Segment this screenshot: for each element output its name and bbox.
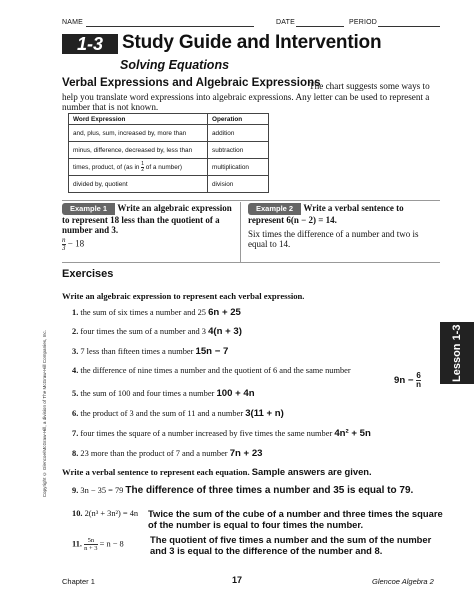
instruction-note: Sample answers are given. xyxy=(251,466,372,477)
exercise-text: 23 more than the product of 7 and a number xyxy=(80,449,228,458)
example-2-answer: Six times the difference of a number and two is equal to 14. xyxy=(248,229,419,249)
section-heading: Verbal Expressions and Algebraic Expressions xyxy=(62,76,321,89)
table-cell xyxy=(69,159,208,176)
date-label: DATE xyxy=(276,19,295,26)
exercise-answer: The difference of three times a number and 35 is equal to 79. xyxy=(125,485,414,496)
page-title: Study Guide and Intervention xyxy=(122,32,382,53)
table-cell: addition xyxy=(208,125,269,142)
name-label: NAME xyxy=(62,19,84,26)
name-line xyxy=(86,26,254,27)
fraction xyxy=(416,372,421,389)
example-1-prompt-b: expression to represent 18 less than the quotient of a number and 3. xyxy=(62,203,232,235)
examples-top-rule xyxy=(62,200,440,201)
period-line xyxy=(378,26,440,27)
table-cell: subtraction xyxy=(208,142,269,159)
example-1 xyxy=(62,203,236,252)
exercise-item xyxy=(72,428,371,439)
exercise-text: 7 less than fifteen times a number xyxy=(80,347,194,356)
exercise-item xyxy=(72,388,255,399)
exercise-text: the product of 3 and the sum of 11 and a number xyxy=(80,409,244,418)
lesson-side-tab-label: Lesson 1-3 xyxy=(451,324,463,382)
exercise-number: 3. xyxy=(72,347,79,356)
exercise-answer: 3(11 + n) xyxy=(245,408,284,419)
exercise-number: 2. xyxy=(72,327,79,336)
table-header-row xyxy=(69,114,269,125)
footer-page-number: 17 xyxy=(232,575,243,585)
table-cell: multiplication xyxy=(208,159,269,176)
copyright-notice: Copyright © Glencoe/McGraw-Hill, a division of The McGraw-Hill Companies, Inc. xyxy=(42,330,47,498)
table-cell: minus, difference, decreased by, less than xyxy=(69,142,208,159)
fraction-numerator: 5n xyxy=(84,537,97,545)
exercise-text: four times the sum of a number and 3 xyxy=(80,327,206,336)
example-2-prompt-b: represent 6(n − 2) = 14. xyxy=(248,215,337,225)
period-label: PERIOD xyxy=(349,19,378,26)
exercise-number: 6. xyxy=(72,409,79,418)
table-cell: divided by, quotient xyxy=(69,176,208,193)
exercise-answer: 6n + 25 xyxy=(208,307,241,318)
exercise-item xyxy=(72,366,351,375)
table-row xyxy=(69,142,269,159)
verbal-item-question xyxy=(72,537,124,552)
exercise-number: 8. xyxy=(72,449,79,458)
exercise-answer: Twice the sum of the cube of a number and three times the square of the number is equal to four times the number. xyxy=(148,508,443,530)
table-row xyxy=(69,176,269,193)
fraction xyxy=(62,237,66,252)
lesson-number-badge: 1-3 xyxy=(62,34,118,54)
exercise-answer: The quotient of five times a number and the sum of the number and 3 is equal to the difference of the number and 8. xyxy=(150,534,432,556)
exercise-text: the difference of nine times a number and the quotient of 6 and the same number xyxy=(80,366,351,375)
exercises-heading: Exercises xyxy=(62,268,114,280)
exercise-item xyxy=(72,346,228,357)
exercise-answer: 7n + 23 xyxy=(229,448,263,459)
exercise-text: the sum of six times a number and 25 xyxy=(80,308,206,317)
table-cell-note-pre: (as in xyxy=(123,163,140,171)
table-row xyxy=(69,125,269,142)
examples-divider xyxy=(240,202,241,262)
fraction-denominator: n + 3 xyxy=(84,545,98,552)
instruction-text: Write a verbal sentence to represent each equation. xyxy=(62,467,250,477)
example-2 xyxy=(248,203,440,249)
exercise-answer: 9n − xyxy=(394,375,414,387)
fraction-denominator: 3 xyxy=(62,244,66,252)
exercise-number: 7. xyxy=(72,429,79,438)
exercise-answer: 4n² + 5n xyxy=(334,428,371,439)
fraction-numerator: 6 xyxy=(416,371,421,380)
exercise-answer: 100 + 4n xyxy=(216,388,255,399)
verbal-item-question xyxy=(72,509,138,518)
table-cell: and, plus, sum, increased by, more than xyxy=(69,125,208,142)
table-header-cell: Word Expression xyxy=(69,114,208,125)
exercise-equation: 3n − 35 = 79 xyxy=(80,486,124,495)
table-cell-note-post: of a number) xyxy=(145,163,183,171)
table-header-cell: Operation xyxy=(208,114,269,125)
exercise-equation: = n − 8 xyxy=(99,539,124,549)
example-2-tab: Example 2 xyxy=(248,203,301,215)
exercise-text: four times the square of a number increased by five times the same number xyxy=(80,429,333,438)
example-1-tab: Example 1 xyxy=(62,203,115,215)
fraction-denominator: n xyxy=(416,380,422,389)
lesson-side-tab xyxy=(440,322,474,384)
exercise-equation: 2(n³ + 3n²) = 4n xyxy=(84,509,139,518)
date-line xyxy=(296,26,344,27)
example-1-answer-rest: − 18 xyxy=(67,238,85,249)
examples-bottom-rule xyxy=(62,262,440,263)
exercise-number: 11. xyxy=(72,539,83,549)
fraction xyxy=(84,537,97,552)
exercise-number: 5. xyxy=(72,389,79,398)
exercise-item xyxy=(72,408,284,419)
example-2-prompt-a: Write a verbal sentence to xyxy=(303,203,404,213)
exercise-4-answer xyxy=(394,372,421,389)
exercise-item xyxy=(72,307,241,318)
fraction-denominator: 2 xyxy=(141,166,145,173)
exercise-answer: 15n − 7 xyxy=(195,346,229,357)
verbal-item xyxy=(72,485,413,496)
fraction-numerator: 1 xyxy=(141,160,145,167)
footer-book-title: Glencoe Algebra 2 xyxy=(372,577,434,586)
table-cell: division xyxy=(208,176,269,193)
exercise-number: 9. xyxy=(72,486,79,495)
exercise-item xyxy=(72,448,263,459)
exercise-item xyxy=(72,326,242,337)
section-intro: The chart suggests some ways to help you translate word expressions into algebraic expressions. Any letter can be used to represent a number that is not known. xyxy=(62,81,430,112)
exercise-number: 4. xyxy=(72,366,79,375)
table-row xyxy=(69,159,269,176)
fraction-numerator: n xyxy=(62,236,66,244)
exercise-text: the sum of 100 and four times a number xyxy=(80,389,215,398)
exercises-instruction-1: Write an algebraic expression to represent each verbal expression. xyxy=(62,291,305,301)
page-subtitle: Solving Equations xyxy=(120,58,230,72)
example-1-answer xyxy=(62,237,236,252)
exercise-number: 10. xyxy=(72,509,83,518)
footer-chapter: Chapter 1 xyxy=(62,577,95,586)
example-1-prompt-a: Write an algebraic xyxy=(117,203,190,213)
exercises-instruction-2 xyxy=(62,466,372,477)
exercise-number: 1. xyxy=(72,308,79,317)
fraction xyxy=(141,162,144,173)
exercise-answer: 4(n + 3) xyxy=(208,326,242,337)
table-cell-text: times, product, of xyxy=(73,163,123,171)
word-expression-table xyxy=(68,113,269,193)
